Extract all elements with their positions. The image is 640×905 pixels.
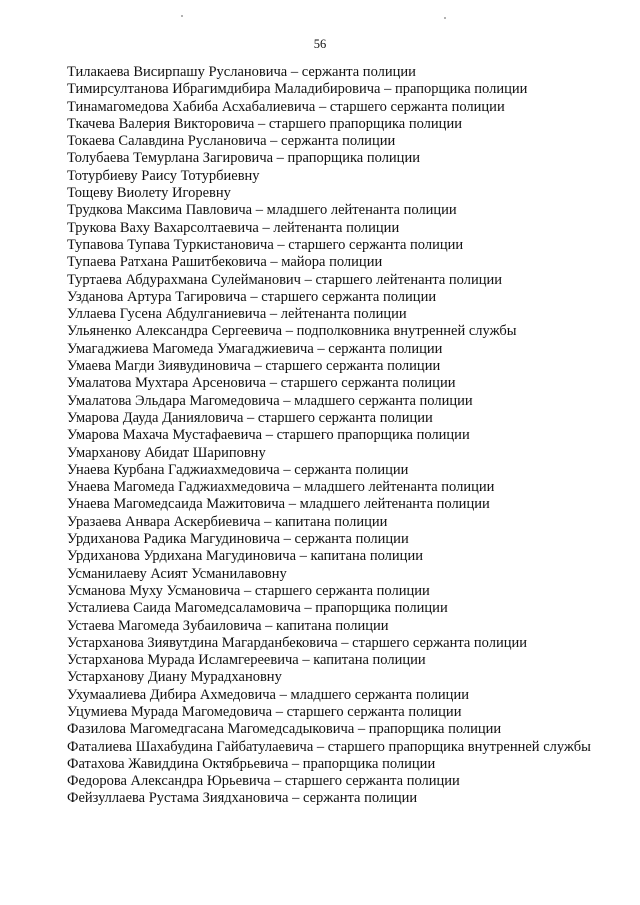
list-item: Уразаева Анвара Аскербиевича – капитана полиции — [67, 513, 388, 530]
list-item: Ухумаалиева Дибира Ахмедовича – младшего сержанта полиции — [67, 686, 469, 703]
list-item: Усталиева Саида Магомедсаламовича – прапорщика полиции — [67, 600, 448, 617]
list-item: Усманова Муху Усмановича – старшего сержанта полиции — [67, 582, 430, 599]
list-item: Умагаджиева Магомеда Умагаджиевича – сержанта полиции — [67, 340, 443, 357]
list-item: Токаева Салавдина Руслановича – сержанта полиции — [67, 133, 396, 150]
list-item: Трукова Ваху Вахарсолтаевича – лейтенанта полиции — [67, 219, 400, 236]
list-item: Умалатова Эльдара Магомедовича – младшего сержанта полиции — [67, 392, 473, 409]
list-item: Ульяненко Александра Сергеевича – подполковника внутренней службы — [67, 323, 517, 340]
list-item: Тилакаева Висирпашу Руслановича – сержанта полиции — [67, 64, 416, 80]
list-item: Ткачева Валерия Викторовича – старшего прапорщика полиции — [67, 115, 462, 132]
list-item: Уллаева Гусена Абдулганиевича – лейтенанта полиции — [67, 306, 407, 323]
list-item: Унаева Магомедсаида Мажитовича – младшего лейтенанта полиции — [67, 496, 490, 513]
list-item: Толубаева Темурлана Загировича – прапорщика полиции — [67, 150, 420, 167]
page-number: 56 — [313, 37, 327, 51]
list-item: Фазилова Магомедгасана Магомедсадыковича – прапорщика полиции — [67, 721, 502, 738]
list-item: Фаталиева Шахабудина Гайбатулаевича – старшего прапорщика внутренней службы — [67, 738, 591, 755]
list-item: Узданова Артура Тагировича – старшего сержанта полиции — [67, 288, 437, 305]
award-list — [67, 64, 600, 808]
list-item: Тупавова Тупава Туркистановича – старшего сержанта полиции — [67, 236, 464, 253]
list-item: Фейзуллаева Рустама Зиядхановича – сержанта полиции — [67, 790, 418, 807]
list-item: Устарханова Зиявутдина Магарданбековича – старшего сержанта полиции — [67, 634, 528, 651]
list-item: Туртаева Абдурахмана Сулейманович – старшего лейтенанта полиции — [67, 271, 502, 288]
scan-speck — [181, 15, 183, 17]
list-item: Трудкова Максима Павловича – младшего лейтенанта полиции — [67, 202, 457, 219]
list-item: Умарова Махача Мустафаевича – старшего прапорщика полиции — [67, 427, 470, 444]
list-item: Урдиханова Радика Магудиновича – сержанта полиции — [67, 531, 409, 548]
list-item: Фатахова Жавиддина Октябрьевича – прапорщика полиции — [67, 755, 436, 772]
list-item: Тинамагомедова Хабиба Асхабалиевича – старшего сержанта полиции — [67, 98, 505, 115]
list-item: Устаева Магомеда Зубаиловича – капитана полиции — [67, 617, 389, 634]
list-item: Умарханову Абидат Шариповну — [67, 444, 266, 461]
list-item: Умалатова Мухтара Арсеновича – старшего сержанта полиции — [67, 375, 456, 392]
scan-speck — [444, 17, 446, 19]
list-item: Унаева Магомеда Гаджиахмедовича – младшего лейтенанта полиции — [67, 479, 495, 496]
list-item: Урдиханова Урдихана Магудиновича – капитана полиции — [67, 548, 423, 565]
list-item: Усманилаеву Асият Усманилавовну — [67, 565, 287, 582]
list-item: Тимирсултанова Ибрагимдибира Маладибировича – прапорщика полиции — [67, 81, 528, 98]
list-item: Унаева Курбана Гаджиахмедовича – сержанта полиции — [67, 461, 409, 478]
list-item: Умаева Магди Зиявудиновича – старшего сержанта полиции — [67, 358, 441, 375]
list-item: Умарова Дауда Данияловича – старшего сержанта полиции — [67, 409, 433, 426]
list-item: Тотурбиеву Раису Тотурбиевну — [67, 167, 260, 184]
list-item: Федорова Александра Юрьевича – старшего сержанта полиции — [67, 773, 460, 790]
list-item: Устарханову Диану Мурадхановну — [67, 669, 282, 686]
list-item: Тощеву Виолету Игоревну — [67, 185, 231, 202]
list-item: Уцумиева Мурада Магомедовича – старшего сержанта полиции — [67, 703, 462, 720]
list-item: Устарханова Мурада Исламгереевича – капитана полиции — [67, 652, 426, 669]
list-item: Тупаева Ратхана Рашитбековича – майора полиции — [67, 254, 383, 271]
